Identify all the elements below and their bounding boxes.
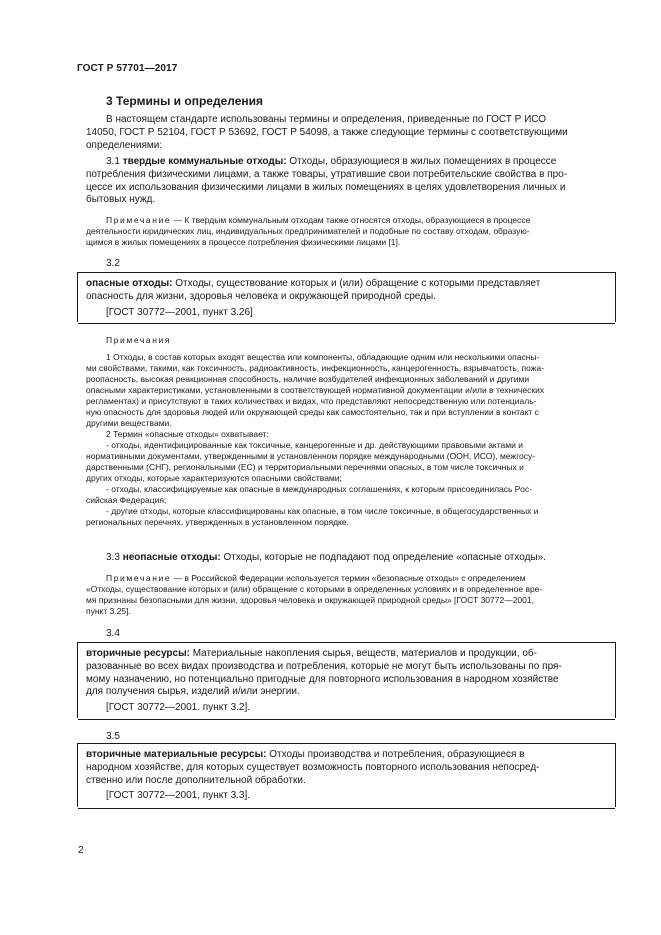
note-line: роопасность, высокая реакционная способность, наличие возбудителей инфекционных заболеваний и другими: [86, 374, 530, 384]
note-line: дарственными (СНГ), региональными (ЕС) и территориальными перечнями опасных, в том числе токсичных и: [86, 462, 524, 472]
term-definition-line: ственно или после дополнительной обработки.: [86, 774, 306, 786]
section-title: 3 Термины и определения: [106, 94, 264, 108]
note-line: - другие отходы, которые классифицированы как опасные, в том числе токсичные, в общегосударственных и: [106, 506, 539, 516]
note-3-3: [86, 573, 613, 617]
intro-line: 14050, ГОСТ Р 52104, ГОСТ Р 53692, ГОСТ Р 54098, а также следующие термины с соответствующими: [86, 126, 568, 138]
term-definition: Отходы производства и потребления, образующиеся в: [266, 749, 525, 760]
note-label: Примечание: [106, 573, 172, 583]
term-source: [ГОСТ 30772—2001, пункт 3.3].: [106, 790, 251, 802]
term-definition-line: разованные во всех видах производства и потребления, которые не могут быть использованы по пря-: [86, 660, 562, 672]
note-text: — в Российской Федерации используется термин «безопасные отходы» с определением: [171, 573, 526, 583]
note-line: нормативными документами, утвержденными в установленном порядке международными (ООН, ИСО), межгосу-: [86, 451, 536, 461]
note-text: — К твердым коммунальным отходам также относятся отходы, образующиеся в процессе: [171, 215, 531, 225]
note-line: ми свойствами, такими, как токсичность, радиоактивность, инфекционность, канцерогенность, взрывчатость, пожа-: [86, 363, 545, 373]
term-definition: Отходы, образующиеся в жилых помещениях в процессе: [289, 156, 557, 167]
term-number-3-4: 3.4: [106, 628, 120, 639]
term-name: вторичные ресурсы:: [86, 648, 190, 659]
note-line: региональных перечнях, утвержденных в установленном порядке.: [86, 517, 349, 527]
term-box-3-4: [78, 642, 615, 720]
note-text-line: пункт 3.25].: [86, 606, 131, 616]
term-number-3-5: 3.5: [106, 731, 120, 742]
note-3-1: [86, 215, 613, 248]
term-name: вторичные материальные ресурсы:: [86, 749, 267, 760]
note-line: сийская Федерация;: [86, 495, 167, 505]
intro-paragraph: [86, 114, 613, 152]
document-header: ГОСТ Р 57701—2017: [77, 63, 178, 74]
note-label: Примечание: [106, 215, 172, 225]
note-text-line: щимся в жилых помещениях в процессе потребления физическими лицами [1].: [86, 237, 401, 247]
term-number: 3.3: [106, 552, 120, 563]
term-number-3-2: 3.2: [106, 258, 120, 269]
notes-3-2: [86, 335, 613, 528]
term-source: [ГОСТ 30772—2001. пункт 3.2].: [106, 702, 251, 714]
notes-label: Примечания: [106, 335, 172, 345]
term-definition-line: для получения сырья, изделий и/или энергии.: [86, 686, 300, 698]
note-line: ную опасность для здоровья людей или окружающей среды как самостоятельно, так и при вступлении в контакт с: [86, 407, 539, 417]
term-definition-line: бытовых нужд.: [86, 194, 156, 206]
term-definition: Отходы, которые не подпадают под определение «опасные отходы».: [220, 552, 546, 563]
term-definition-line: потребления физическими лицами, а также товары, утратившие свои потребительские свойства в про-: [86, 168, 568, 180]
note-line: регламентах) и присутствуют в таких количествах и видах, что представляют непосредственную или потенциаль-: [86, 396, 537, 406]
note-line: опасными характеристиками, установленными в соответствующей нормативной документации и/или в технических: [86, 385, 545, 395]
term-definition-line: народном хозяйстве, для которых существует возможность повторного использования непосред-: [86, 761, 540, 773]
term-definition: Отходы, существование которых и (или) обращение с которыми представляет: [172, 278, 541, 289]
term-box-3-5: [78, 743, 615, 809]
note-1-block: [86, 352, 613, 429]
note-text-line: «Отходы, существование которых и (или) обращение с которыми в определенных условиях и в определенное вре-: [86, 584, 543, 594]
note-line: других отходы, которые характеризуются опасными свойствами;: [86, 473, 342, 483]
term-name: неопасные отходы:: [122, 552, 221, 563]
note-line: 1 Отходы, в состав которых входят вещества или компоненты, обладающие одним или несколькими опасны-: [106, 352, 540, 362]
intro-line: определениями:: [86, 139, 163, 151]
intro-line: В настоящем стандарте использованы термины и определения, приведенные по ГОСТ Р ИСО: [106, 114, 547, 125]
note-2-block: [86, 429, 613, 528]
note-line: другими веществами.: [86, 418, 172, 428]
term-number: 3.1: [106, 156, 120, 167]
note-line: - отходы, классифицируемые как опасные в международных соглашениях, к которым присоединилась Рос-: [106, 484, 532, 494]
term-box-3-2: [78, 272, 615, 324]
term-definition-line: опасность для жизни, здоровья человека и окружающей природной среды.: [86, 290, 436, 302]
note-text-line: мя признаны безопасными для жизни, здоровья человека и окружающей природной среды» [ГОСТ 30772—2001,: [86, 595, 534, 605]
term-definition: Материальные накопления сырья, веществ, материалов и продукции, об-: [189, 648, 537, 659]
term-definition-line: цессе их использования физическими лицами в жилых помещениях в целях удовлетворения личных и: [86, 181, 566, 193]
term-source: [ГОСТ 30772—2001, пункт 3.26]: [106, 306, 253, 318]
term-3-3: [86, 552, 613, 565]
term-name: опасные отходы:: [86, 278, 173, 289]
term-name: твердые коммунальные отходы:: [122, 156, 287, 167]
term-definition-line: мому назначению, но потенциально пригодные для повторного использования в народном хозяйстве: [86, 673, 559, 685]
note-line: - отходы, идентифицированные как токсичные, канцерогенные и др. действующими правовыми актами и: [106, 440, 523, 450]
note-text-line: деятельности юридических лиц, индивидуальных предпринимателей и подобные по составу отходам, образую-: [86, 226, 530, 236]
page-number: 2: [78, 845, 84, 856]
term-3-1: [86, 156, 613, 207]
note-line: 2 Термин «опасные отходы» охватывает:: [106, 429, 269, 439]
